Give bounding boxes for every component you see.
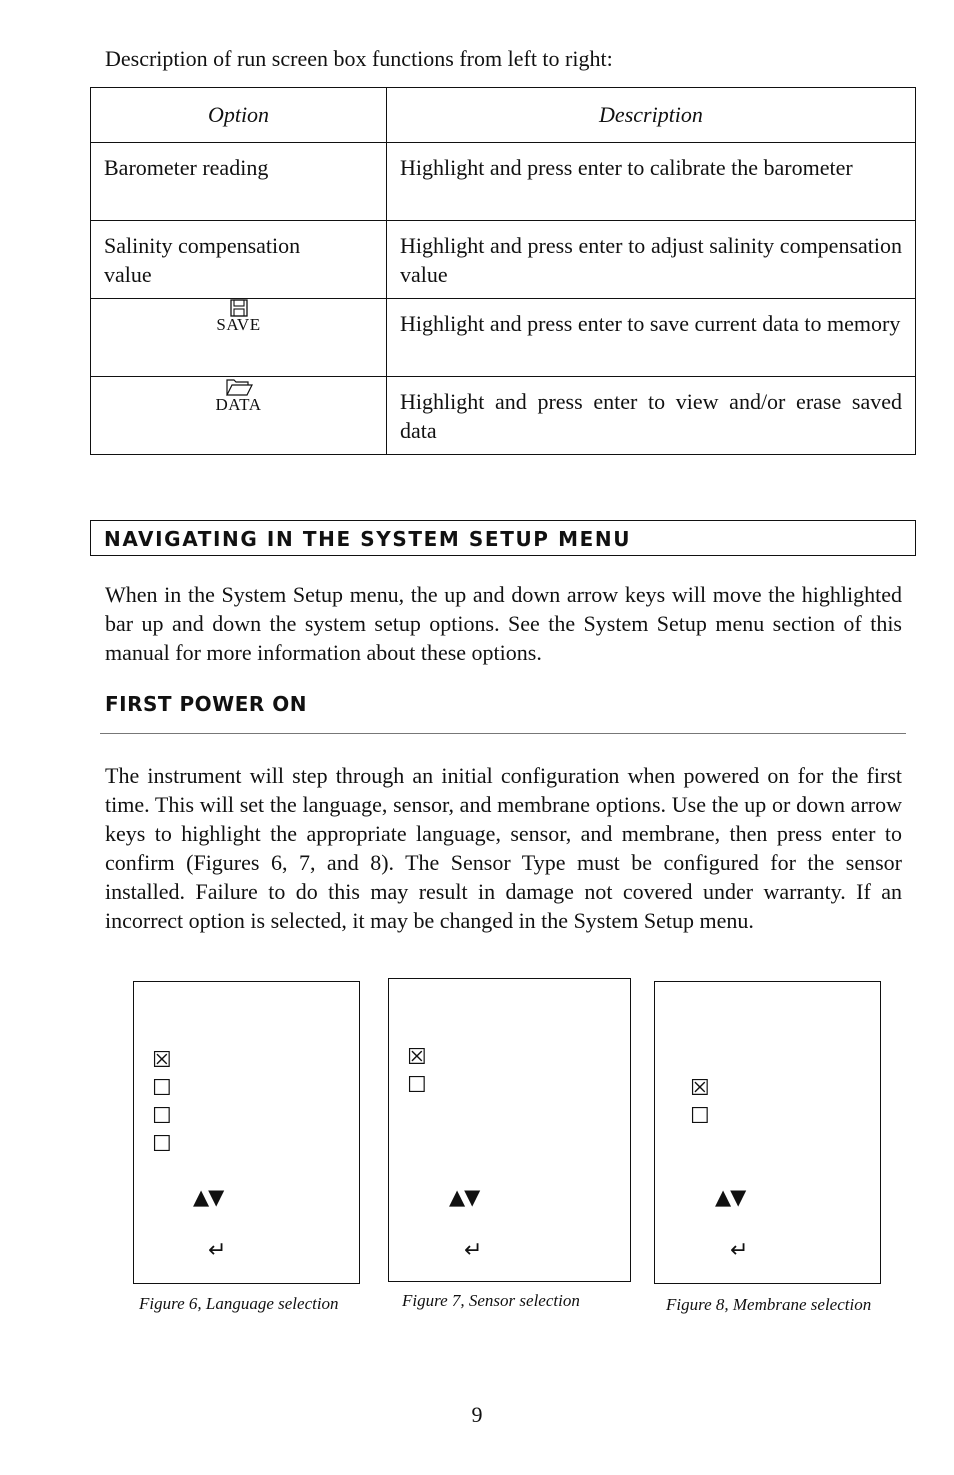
figure-7-caption: Figure 7, Sensor selection — [402, 1291, 580, 1310]
figure-language-screen — [133, 981, 360, 1284]
table-row — [91, 377, 916, 455]
first-power-body: The instrument will step through an initial configuration when powered on for the first time. This will set the language, sensor, and membrane options. Use the up or down arrow keys to highlight the appropriate language, sensor, and membrane, then press enter to confirm (Figures 6, 7, and 8). The Sensor Type must be configured for the sensor installed. Failure to do this may result in damage not covered under warranty. If an incorrect option is selected, it may be changed in the System Setup menu. — [105, 763, 902, 933]
heading-divider — [100, 733, 906, 734]
checkbox-checked: ☒ — [407, 1044, 427, 1069]
up-down-arrows-icon: ▲▼ — [715, 1185, 746, 1209]
desc-data: Highlight and press enter to view and/or erase saved data — [400, 389, 902, 443]
table-row — [91, 299, 916, 377]
figure-sensor-screen — [388, 978, 631, 1282]
folder-icon — [224, 377, 254, 397]
enter-icon: ↵ — [464, 1238, 483, 1263]
page-number: 9 — [471, 1402, 483, 1427]
up-down-arrows-icon: ▲▼ — [449, 1185, 480, 1209]
table-row — [91, 143, 916, 221]
figure-membrane-screen — [654, 981, 881, 1284]
header-option: Option — [91, 88, 387, 143]
checkbox-empty: ☐ — [152, 1103, 172, 1128]
option-save: SAVE — [216, 315, 261, 334]
checkbox-empty: ☐ — [152, 1131, 172, 1156]
checkbox-empty: ☐ — [407, 1072, 427, 1097]
desc-salinity: Highlight and press enter to adjust salinity compensation value — [400, 233, 902, 287]
table-row — [91, 221, 916, 299]
table-header-row — [91, 88, 916, 143]
intro-text: Description of run screen box functions from left to right: — [105, 46, 613, 71]
enter-icon: ↵ — [208, 1238, 227, 1263]
desc-barometer: Highlight and press enter to calibrate the barometer — [400, 155, 853, 180]
option-salinity: Salinity compensation value — [104, 233, 301, 287]
desc-save: Highlight and press enter to save current data to memory — [400, 311, 901, 336]
option-data: DATA — [215, 395, 262, 414]
figure-6-caption: Figure 6, Language selection — [139, 1294, 339, 1313]
checkbox-empty: ☐ — [152, 1075, 172, 1100]
header-description: Description — [387, 88, 916, 143]
up-down-arrows-icon: ▲▼ — [193, 1185, 224, 1209]
enter-icon: ↵ — [730, 1238, 749, 1263]
nav-section-heading-box — [90, 520, 916, 556]
first-power-heading: FIRST POWER ON — [105, 692, 307, 716]
options-table — [90, 87, 916, 455]
checkbox-checked: ☒ — [690, 1075, 710, 1100]
nav-section-body: When in the System Setup menu, the up and down arrow keys will move the highlighted bar up and down the system setup options. See the System Setup menu section of this manual for more information about these options. — [105, 582, 902, 665]
nav-section-heading: NAVIGATING IN THE SYSTEM SETUP MENU — [104, 527, 632, 551]
checkbox-empty: ☐ — [690, 1103, 710, 1128]
figure-8-caption: Figure 8, Membrane selection — [666, 1295, 872, 1314]
checkbox-checked: ☒ — [152, 1047, 172, 1072]
option-barometer: Barometer reading — [104, 155, 269, 180]
